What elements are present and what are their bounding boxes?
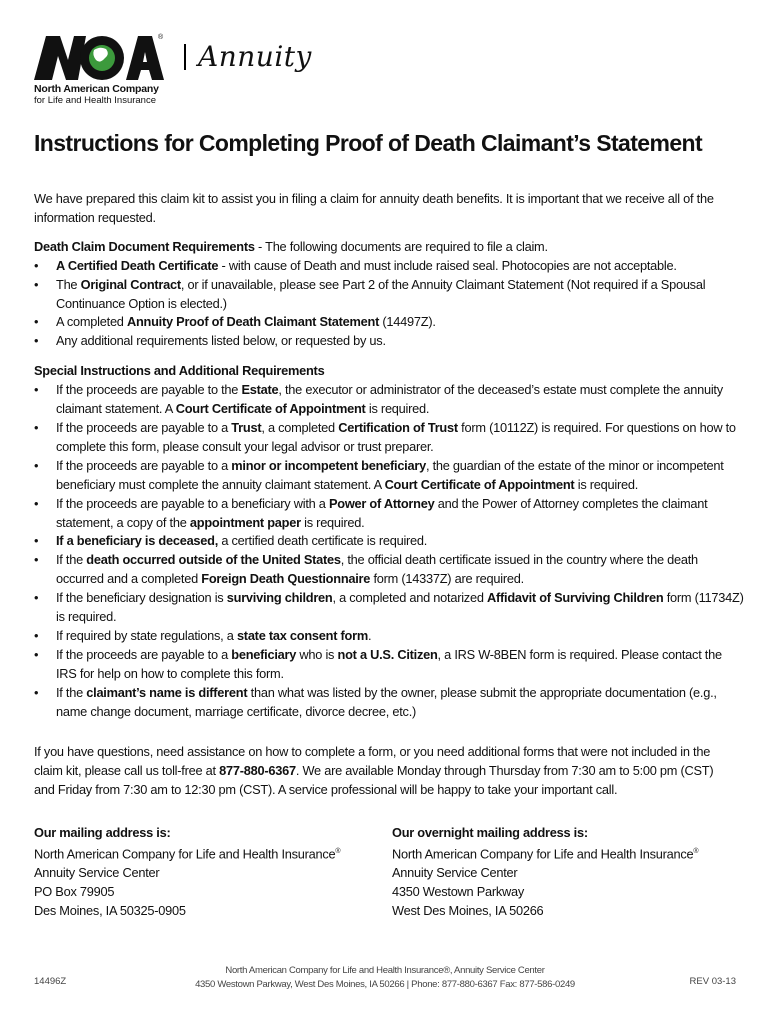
overnight-address xyxy=(392,824,698,921)
list-item: • If the proceeds are payable to a Trust, a completed Certification of Trust form (10112Z) is required. For questions on how to complete this form, please consult your legal advisor or trust preparer. xyxy=(34,419,744,457)
address-line: North American Company for Life and Health Insurance® xyxy=(392,846,699,862)
requirements-heading-bold: Death Claim Document Requirements xyxy=(34,238,255,254)
registered-mark: ® xyxy=(158,34,164,41)
list-item: • If the proceeds are payable to the Estate, the executor or administrator of the deceased’s estate must complete the annuity claimant statement. A Court Certificate of Appointment is required. xyxy=(34,381,744,419)
address-line: Annuity Service Center xyxy=(392,865,518,881)
address-line: PO Box 79905 xyxy=(34,883,115,899)
list-item: • If required by state regulations, a state tax consent form. xyxy=(34,627,744,646)
intro-paragraph: We have prepared this claim kit to assist you in filing a claim for annuity death benefits. It is important that we receive all of the information requested. xyxy=(34,191,714,225)
main-content xyxy=(34,190,744,721)
product-label: Annuity xyxy=(198,40,312,73)
header-divider xyxy=(184,44,186,70)
special-list xyxy=(34,381,744,721)
address-line: West Des Moines, IA 50266 xyxy=(392,902,544,918)
address-line: Des Moines, IA 50325-0905 xyxy=(34,902,186,918)
company-name: North American Company xyxy=(34,83,159,95)
address-line: 4350 Westown Parkway xyxy=(392,883,525,899)
address-line: North American Company for Life and Health Insurance® xyxy=(34,846,341,862)
list-item: • If the beneficiary designation is surviving children, a completed and notarized Affidavit of Surviving Children form (11734Z) is required. xyxy=(34,589,744,627)
revision-label: REV 03-13 xyxy=(689,976,736,987)
mailing-address xyxy=(34,824,340,921)
list-item: • If the proceeds are payable to a minor or incompetent beneficiary, the guardian of the estate of the minor or incompetent beneficiary must complete the annuity claimant statement. A Court Certificate of Appointment is required. xyxy=(34,457,744,495)
requirements-heading: Death Claim Document Requirements - The following documents are required to file a claim. xyxy=(34,238,548,254)
list-item: • If a beneficiary is deceased, a certified death certificate is required. xyxy=(34,532,744,551)
list-item: • The Original Contract, or if unavailable, please see Part 2 of the Annuity Claimant Statement (Not required if a Spousal Continuance Option is elected.) xyxy=(34,276,744,314)
list-item: • If the death occurred outside of the United States, the official death certificate issued in the country where the death occurred and a completed Foreign Death Questionnaire form (14337Z) are required. xyxy=(34,551,744,589)
list-item: • If the claimant’s name is different than what was listed by the owner, please submit the appropriate documentation (e.g., name change document, marriage certificate, divorce decree, etc.) xyxy=(34,684,744,722)
list-item: • Any additional requirements listed below, or requested by us. xyxy=(34,332,744,351)
contact-paragraph: If you have questions, need assistance on how to complete a form, or you need additional forms that were not included in the claim kit, please call us toll-free at 877-880-6367. We are available Monday through Thursday from 7:30 am to 5:00 pm (CST) and Friday from 7:30 am to 12:30 pm (CST). A service professional will be happy to take your important call. xyxy=(34,744,714,797)
form-number: 14496Z xyxy=(34,976,67,987)
naca-logo xyxy=(34,34,174,82)
list-item: • If the proceeds are payable to a beneficiary with a Power of Attorney and the Power of Attorney completes the claimant statement, a copy of the appointment paper is required. xyxy=(34,495,744,533)
overnight-heading: Our overnight mailing address is: xyxy=(392,825,588,840)
page-title: Instructions for Completing Proof of Death Claimant’s Statement xyxy=(34,130,703,156)
footer-address: North American Company for Life and Health Insurance®, Annuity Service Center 4350 Westown Parkway, West Des Moines, IA 50266 | Phone: 877-880-6367 Fax: 877-586-0249 xyxy=(195,965,575,990)
list-item: • A completed Annuity Proof of Death Claimant Statement (14497Z). xyxy=(34,313,744,332)
special-heading: Special Instructions and Additional Requirements xyxy=(34,363,325,379)
list-item: • A Certified Death Certificate - with cause of Death and must include raised seal. Photocopies are not acceptable. xyxy=(34,257,744,276)
address-line: Annuity Service Center xyxy=(34,865,160,881)
naca-logo-mark xyxy=(34,34,174,82)
special-instructions xyxy=(34,362,744,721)
requirements-list xyxy=(34,257,744,352)
mailing-heading: Our mailing address is: xyxy=(34,825,171,840)
phone-number: 877-880-6367 xyxy=(219,762,296,778)
list-item: • If the proceeds are payable to a beneficiary who is not a U.S. Citizen, a IRS W-8BEN form is required. Please contact the IRS for help on how to complete this form. xyxy=(34,646,744,684)
company-subtitle: for Life and Health Insurance xyxy=(34,95,156,106)
